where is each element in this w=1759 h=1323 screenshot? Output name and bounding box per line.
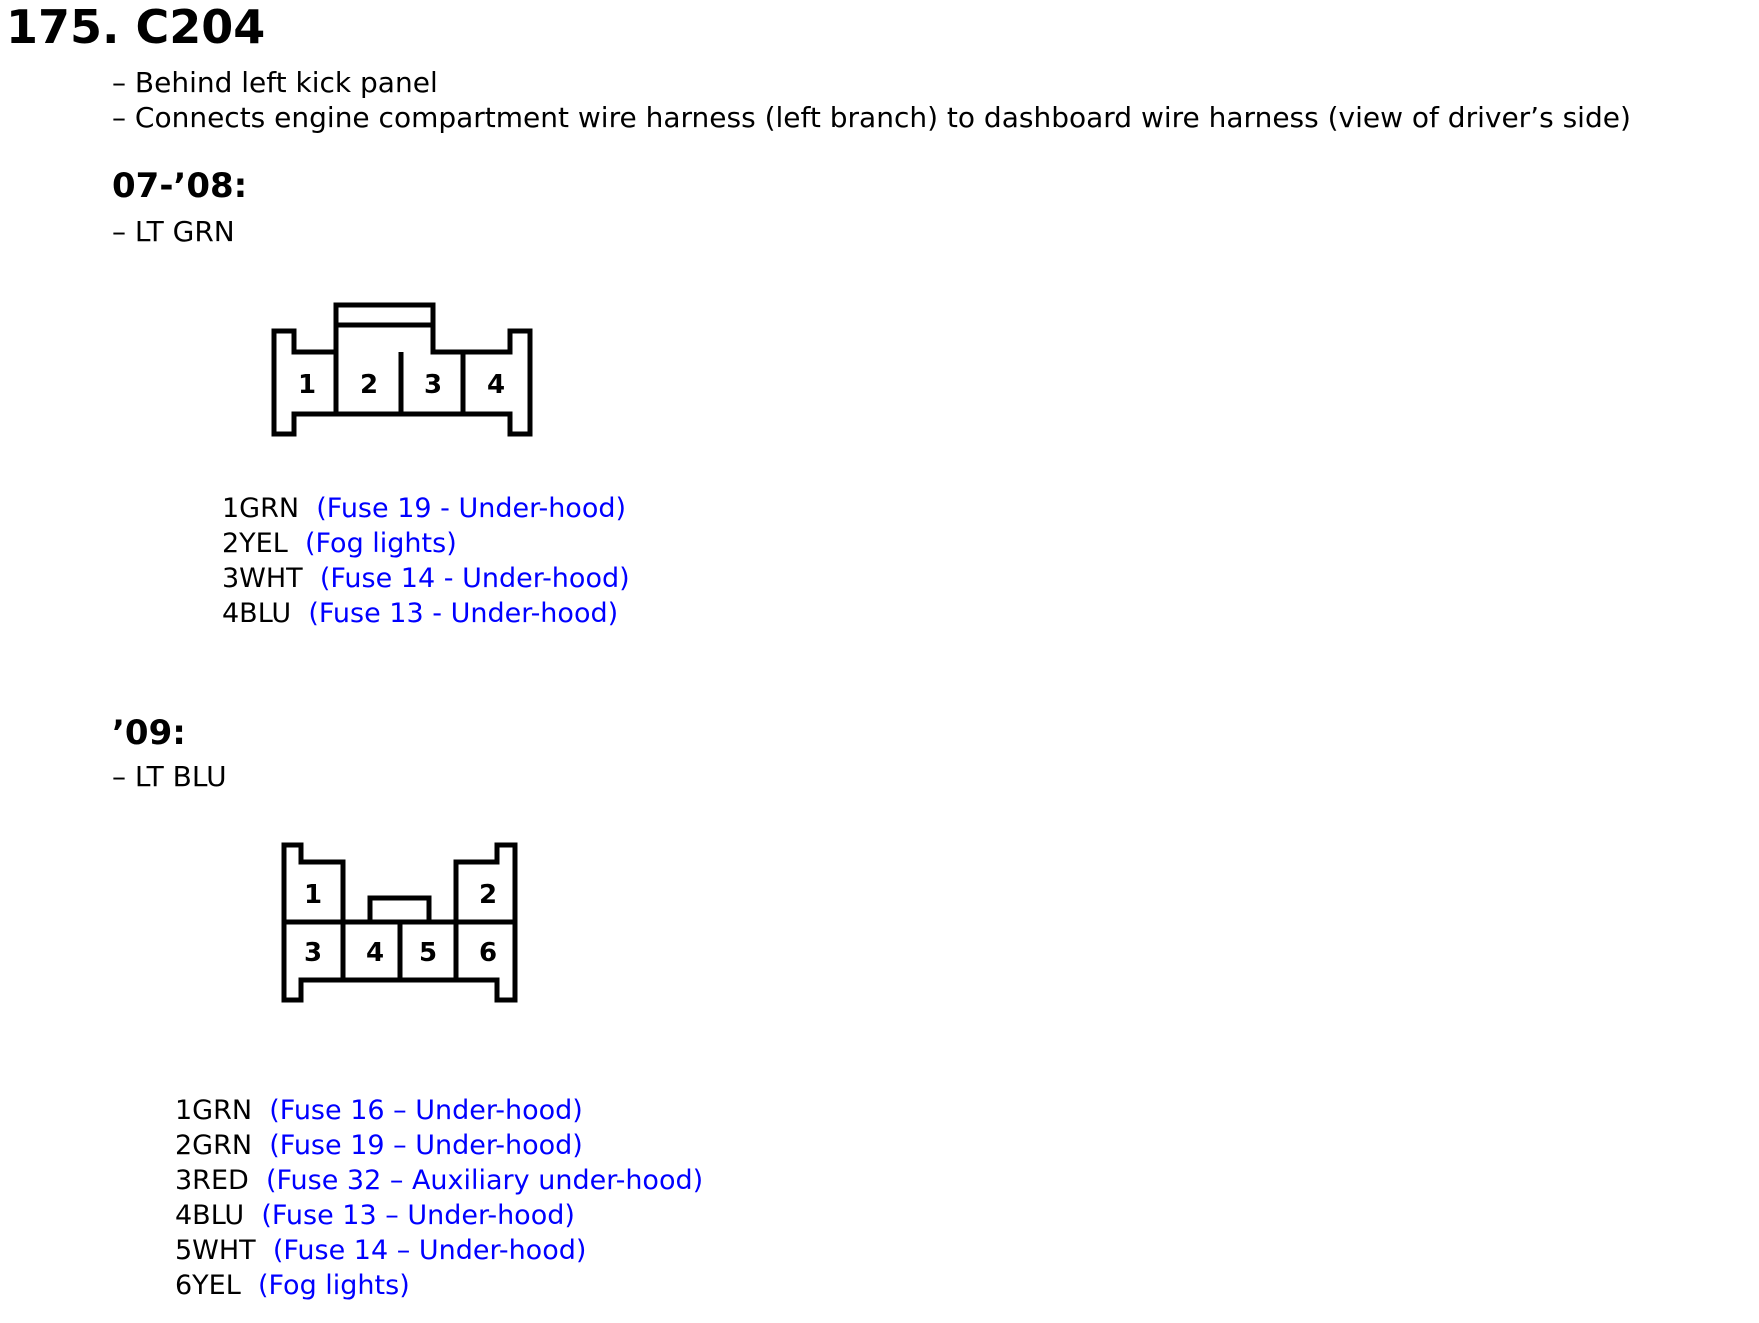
section-heading-09: ’09: bbox=[112, 713, 186, 753]
wire-code: 2GRN bbox=[175, 1130, 253, 1161]
pin-entry bbox=[222, 493, 626, 525]
connector-diagram-09 bbox=[275, 835, 525, 1010]
wire-code: 4BLU bbox=[175, 1200, 245, 1231]
connector-diagram-07-08 bbox=[270, 300, 540, 440]
pin-label-3: 3 bbox=[303, 938, 323, 968]
wire-description: (Fog lights) bbox=[257, 1270, 410, 1301]
wire-description: (Fuse 14 - Under-hood) bbox=[319, 563, 630, 594]
harness-note: – Connects engine compartment wire harness (left branch) to dashboard wire harness (view of driver’s side) bbox=[112, 101, 1631, 134]
pin-label-4: 4 bbox=[486, 370, 506, 400]
wire-description: (Fuse 13 - Under-hood) bbox=[308, 598, 619, 629]
pin-entry bbox=[175, 1095, 583, 1127]
pin-entry bbox=[222, 528, 457, 560]
pin-label-6: 6 bbox=[478, 938, 498, 968]
connector-color-09: – LT BLU bbox=[112, 760, 227, 793]
pin-label-2: 2 bbox=[478, 880, 498, 910]
pin-entry bbox=[175, 1270, 410, 1302]
section-heading-07-08: 07-’08: bbox=[112, 166, 248, 206]
wire-code: 6YEL bbox=[175, 1270, 241, 1301]
wire-code: 4BLU bbox=[222, 598, 292, 629]
pin-entry bbox=[175, 1130, 583, 1162]
wire-description: (Fuse 13 – Under-hood) bbox=[261, 1200, 575, 1231]
wire-description: (Fuse 19 – Under-hood) bbox=[269, 1130, 583, 1161]
wire-code: 5WHT bbox=[175, 1235, 256, 1266]
pin-label-5: 5 bbox=[418, 938, 438, 968]
page-title: 175. C204 bbox=[6, 0, 266, 54]
wire-description: (Fuse 19 - Under-hood) bbox=[316, 493, 627, 524]
pin-entry bbox=[222, 563, 630, 595]
pin-label-1: 1 bbox=[297, 370, 317, 400]
pin-entry bbox=[222, 598, 618, 630]
connector-color-07-08: – LT GRN bbox=[112, 215, 235, 248]
pin-entry bbox=[175, 1235, 586, 1267]
wire-description: (Fuse 14 – Under-hood) bbox=[272, 1235, 587, 1266]
pin-entry bbox=[175, 1200, 575, 1232]
pin-label-2: 2 bbox=[359, 370, 379, 400]
wire-code: 3WHT bbox=[222, 563, 303, 594]
pin-entry bbox=[175, 1165, 703, 1197]
pin-label-4: 4 bbox=[365, 938, 385, 968]
wire-description: (Fuse 32 – Auxiliary under-hood) bbox=[265, 1165, 704, 1196]
pin-label-3: 3 bbox=[423, 370, 443, 400]
wire-description: (Fog lights) bbox=[304, 528, 457, 559]
location-note: – Behind left kick panel bbox=[112, 66, 438, 99]
wire-description: (Fuse 16 – Under-hood) bbox=[269, 1095, 583, 1126]
wire-code: 1GRN bbox=[175, 1095, 253, 1126]
wire-code: 1GRN bbox=[222, 493, 300, 524]
wire-code: 2YEL bbox=[222, 528, 288, 559]
pin-label-1: 1 bbox=[303, 880, 323, 910]
wire-code: 3RED bbox=[175, 1165, 249, 1196]
